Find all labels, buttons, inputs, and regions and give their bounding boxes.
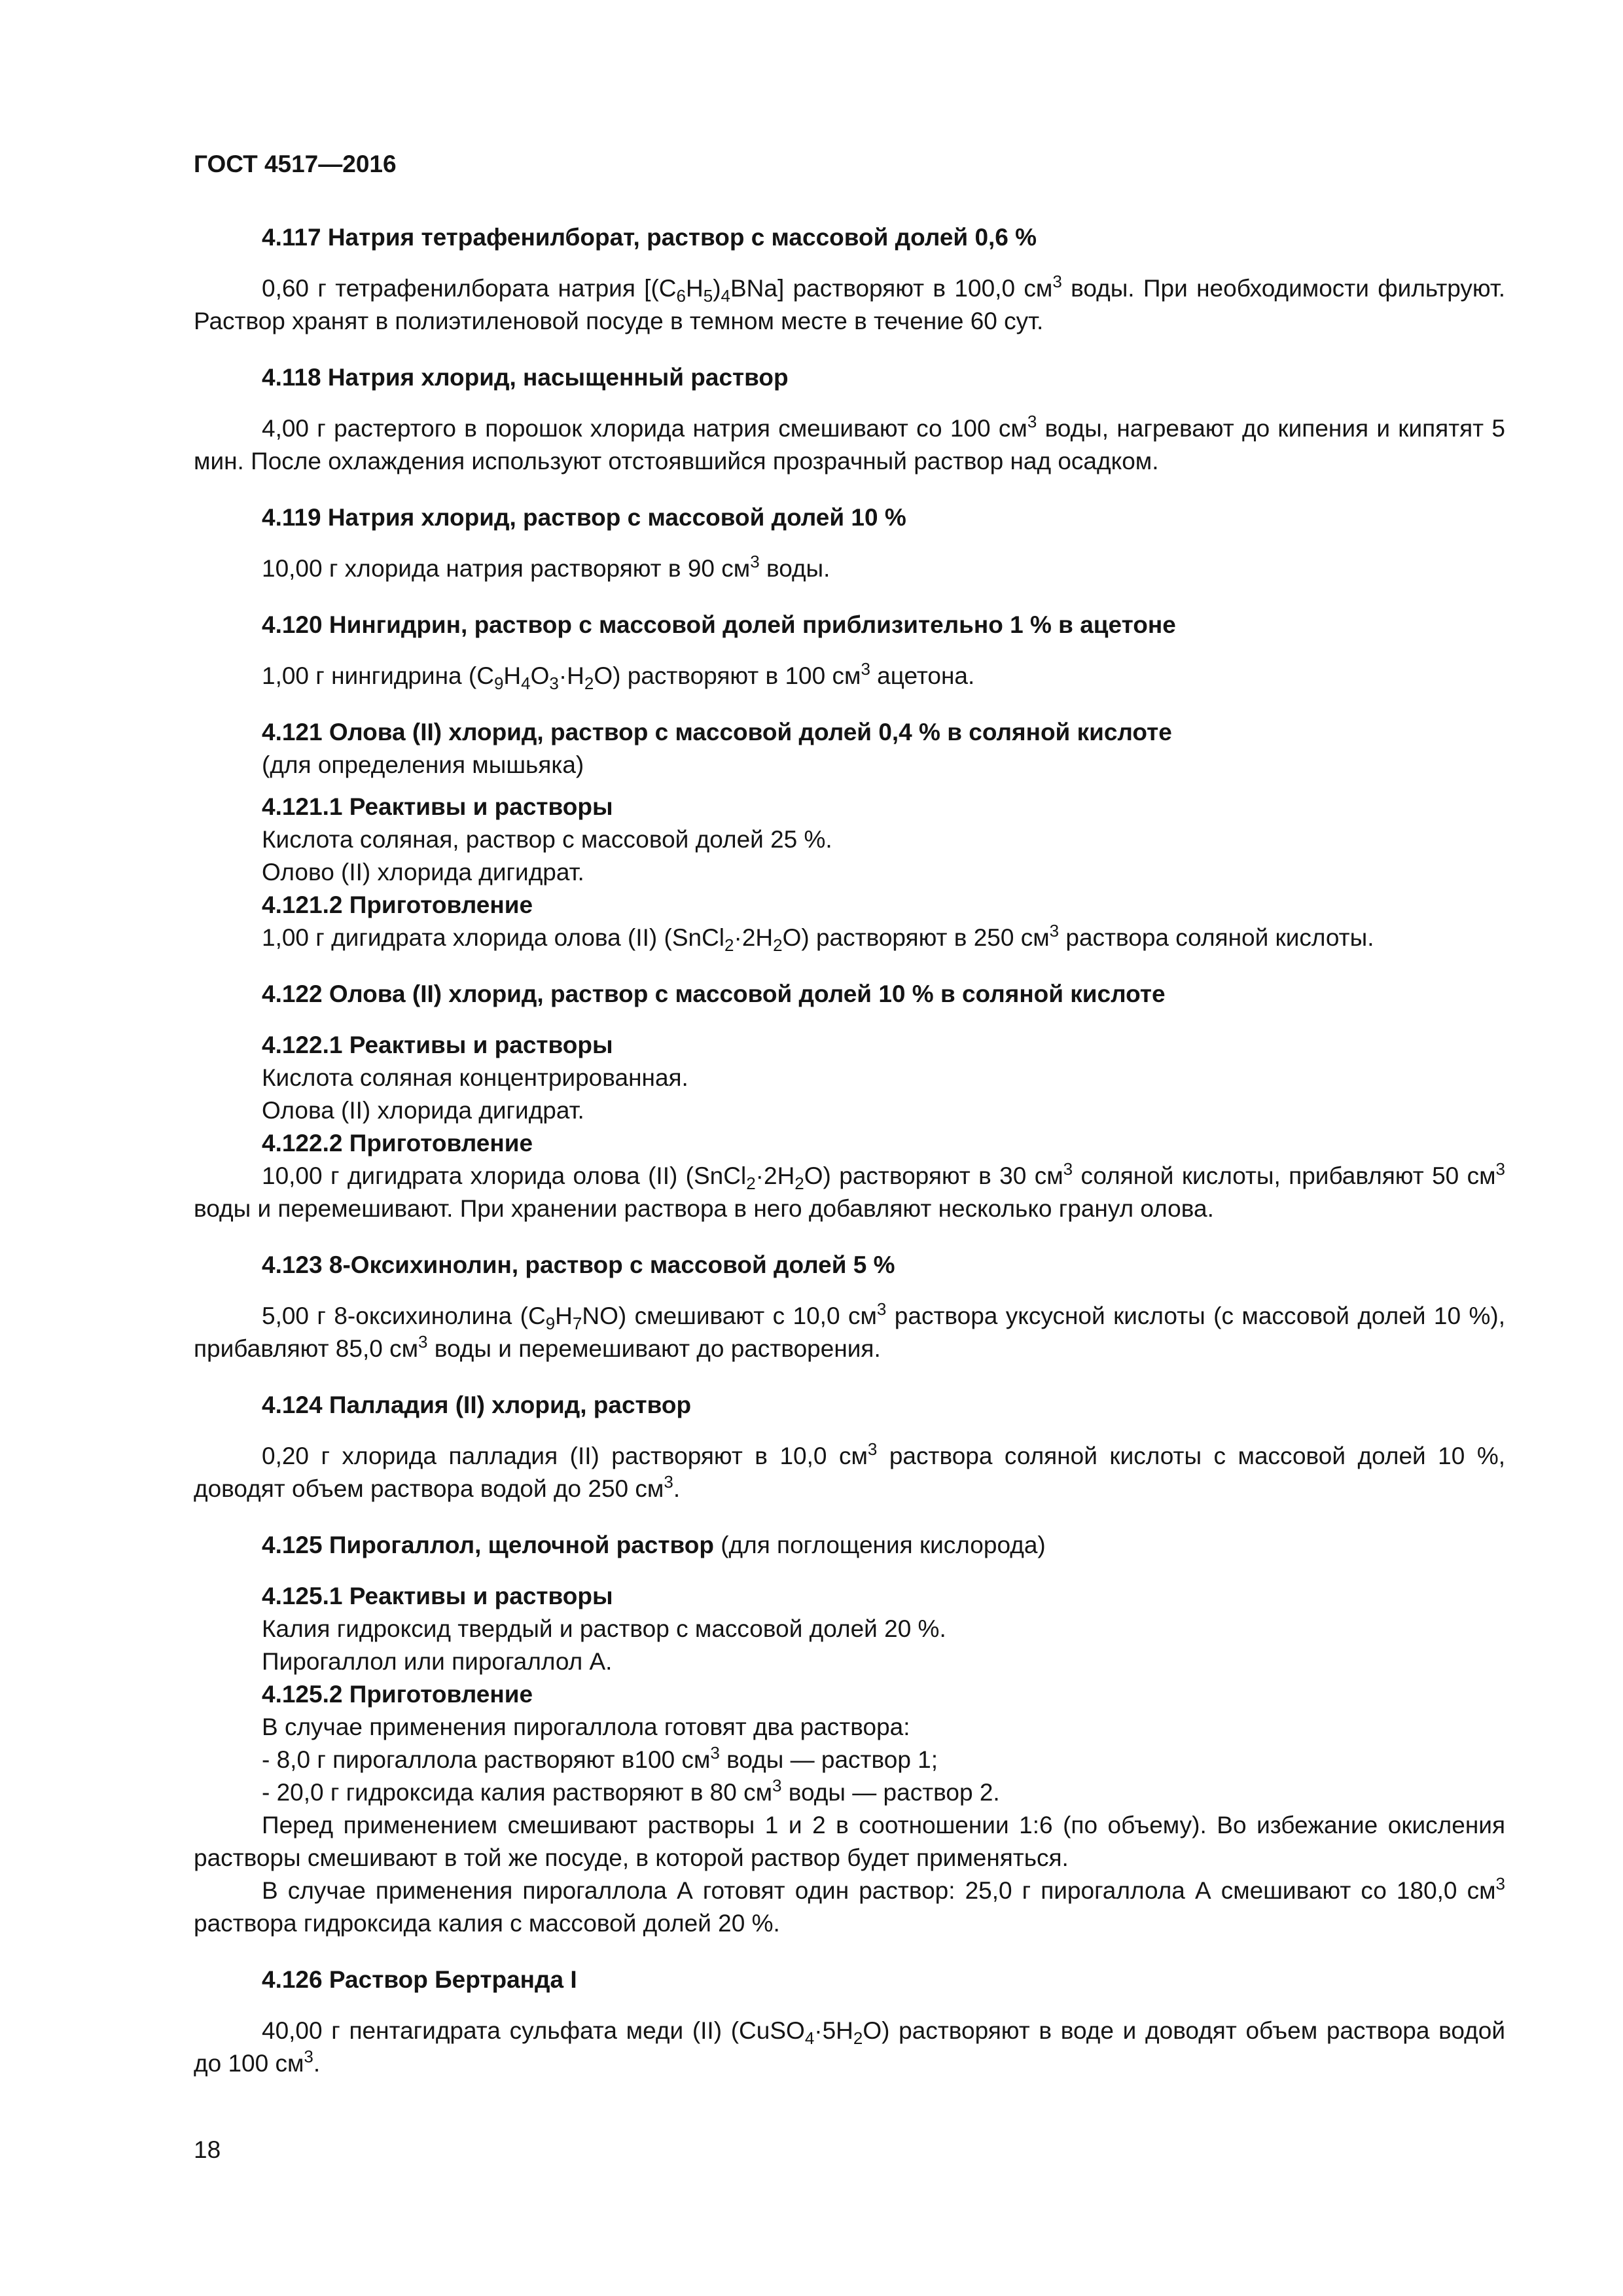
document-id-header: ГОСТ 4517—2016 bbox=[194, 151, 397, 177]
subsection-heading-4-122-1: 4.122.1 Реактивы и растворы bbox=[262, 1031, 613, 1058]
paragraph-pyrogallol-a: В случае применения пирогаллола А готовят один раствор: 25,0 г пирогаллола А смешивают со 180,0 $см^3$ раствора гидроксида калия с массовой долей 20 %. bbox=[194, 1874, 1505, 1937]
section-heading-4-121: 4.121 Олова (II) хлорид, раствор с массовой долей 0,4 % в соляной кислоте bbox=[262, 719, 1172, 745]
reagent-item: Олова (II) хлорида дигидрат. bbox=[262, 1097, 584, 1124]
preparation-intro: В случае применения пирогаллола готовят два раствора: bbox=[262, 1713, 910, 1740]
paragraph-4-124: 0,20 г хлорида палладия (II) растворяют в 10,0 $см^3$ раствора соляной кислоты с массовой долей 10 %, доводят объем раствора водой до 250 $см^3$. bbox=[194, 1439, 1506, 1502]
document-body bbox=[194, 221, 1505, 2080]
paragraph-4-126: 40,00 г пентагидрата сульфата меди (II) $(CuSO_4\cdot 5H_2O)$ растворяют в воде и доводят объем раствора водой до 100 $см^3$. bbox=[194, 2017, 1505, 2077]
reagent-item: Кислота соляная концентрированная. bbox=[262, 1064, 688, 1091]
section-heading-4-125: 4.125 Пирогаллол, щелочной раствор (для поглощения кислорода) bbox=[262, 1532, 1046, 1558]
section-heading-4-118: 4.118 Натрия хлорид, насыщенный раствор bbox=[262, 364, 789, 391]
paragraph-4-120: 1,00 г нингидрина $(C_9H_4O_3\cdot H_2O)$ растворяют в 100 $см^3$ ацетона. bbox=[262, 659, 975, 693]
subsection-heading-4-125-1: 4.125.1 Реактивы и растворы bbox=[262, 1583, 613, 1609]
section-heading-4-119: 4.119 Натрия хлорид, раствор с массовой долей 10 % bbox=[262, 504, 906, 531]
list-item: - 20,0 г гидроксида калия растворяют в 80 $см^3$ воды — раствор 2. bbox=[262, 1776, 1000, 1806]
subsection-heading-4-121-2: 4.121.2 Приготовление bbox=[262, 891, 533, 918]
section-heading-4-120: 4.120 Нингидрин, раствор с массовой долей приблизительно 1 % в ацетоне bbox=[262, 611, 1176, 638]
reagent-item: Олово (II) хлорида дигидрат. bbox=[262, 859, 584, 886]
reagent-item: Кислота соляная, раствор с массовой долей 25 %. bbox=[262, 826, 832, 853]
section-note-4-125: (для поглощения кислорода) bbox=[713, 1532, 1046, 1558]
paragraph-4-122-2: 10,00 г дигидрата хлорида олова (II) $(SnCl_2\cdot 2H_2O)$ растворяют в 30 $см^3$ соляной кислоты, прибавляют 50 $см^3$ воды и перемешивают. При хранении раствора в него добавляют несколько гранул олова. bbox=[194, 1159, 1506, 1222]
section-heading-4-126: 4.126 Раствор Бертранда I bbox=[262, 1966, 577, 1993]
section-note-4-121: (для определения мышьяка) bbox=[262, 751, 584, 778]
page-number: 18 bbox=[194, 2136, 221, 2163]
paragraph-4-121-2: 1,00 г дигидрата хлорида олова (II) $(SnCl_2\cdot 2H_2O)$ растворяют в 250 $см^3$ раствора соляной кислоты. bbox=[262, 921, 1374, 955]
section-heading-4-124: 4.124 Палладия (II) хлорид, раствор bbox=[262, 1391, 692, 1418]
section-heading-4-117: 4.117 Натрия тетрафенилборат, раствор с массовой долей 0,6 % bbox=[262, 224, 1037, 251]
subsection-heading-4-125-2: 4.125.2 Приготовление bbox=[262, 1681, 533, 1708]
subsection-heading-4-121-1: 4.121.1 Реактивы и растворы bbox=[262, 793, 613, 820]
paragraph-4-123: 5,00 г 8-оксихинолина $(C_9H_7NO)$ смешивают с 10,0 $см^3$ раствора уксусной кислоты (с массовой долей 10 %), прибавляют 85,0 $см^3$ воды и перемешивают до растворения. bbox=[194, 1299, 1505, 1362]
section-heading-4-123: 4.123 8-Оксихинолин, раствор с массовой долей 5 % bbox=[262, 1251, 895, 1278]
section-heading-4-122: 4.122 Олова (II) хлорид, раствор с массовой долей 10 % в соляной кислоте bbox=[262, 980, 1166, 1007]
paragraph-mixing: Перед применением смешивают растворы 1 и 2 в соотношении 1:6 (по объему). Во избежание окисления растворы смешивают в той же посуде, в которой раствор будет применяться. bbox=[194, 1812, 1505, 1871]
list-item: - 8,0 г пирогаллола растворяют в100 $см^3$ воды — раствор 1; bbox=[262, 1743, 938, 1773]
paragraph-4-117: 0,60 г тетрафенилбората натрия $[(C_6H_5)_4BNa]$ растворяют в 100,0 $см^3$ воды. При необходимости фильтруют. Раствор хранят в полиэтиленовой посуде в темном месте в течение 60 сут. bbox=[194, 272, 1505, 334]
reagent-item: Пирогаллол или пирогаллол А. bbox=[262, 1648, 613, 1675]
subsection-heading-4-122-2: 4.122.2 Приготовление bbox=[262, 1130, 533, 1157]
paragraph-4-119: 10,00 г хлорида натрия растворяют в 90 $см^3$ воды. bbox=[262, 552, 830, 582]
document-page bbox=[194, 0, 1505, 2296]
reagent-item: Калия гидроксид твердый и раствор с массовой долей 20 %. bbox=[262, 1615, 946, 1642]
paragraph-4-118: 4,00 г растертого в порошок хлорида натрия смешивают со 100 $см^3$ воды, нагревают до кипения и кипятят 5 мин. После охлаждения используют отстоявшийся прозрачный раствор над осадком. bbox=[194, 412, 1505, 475]
